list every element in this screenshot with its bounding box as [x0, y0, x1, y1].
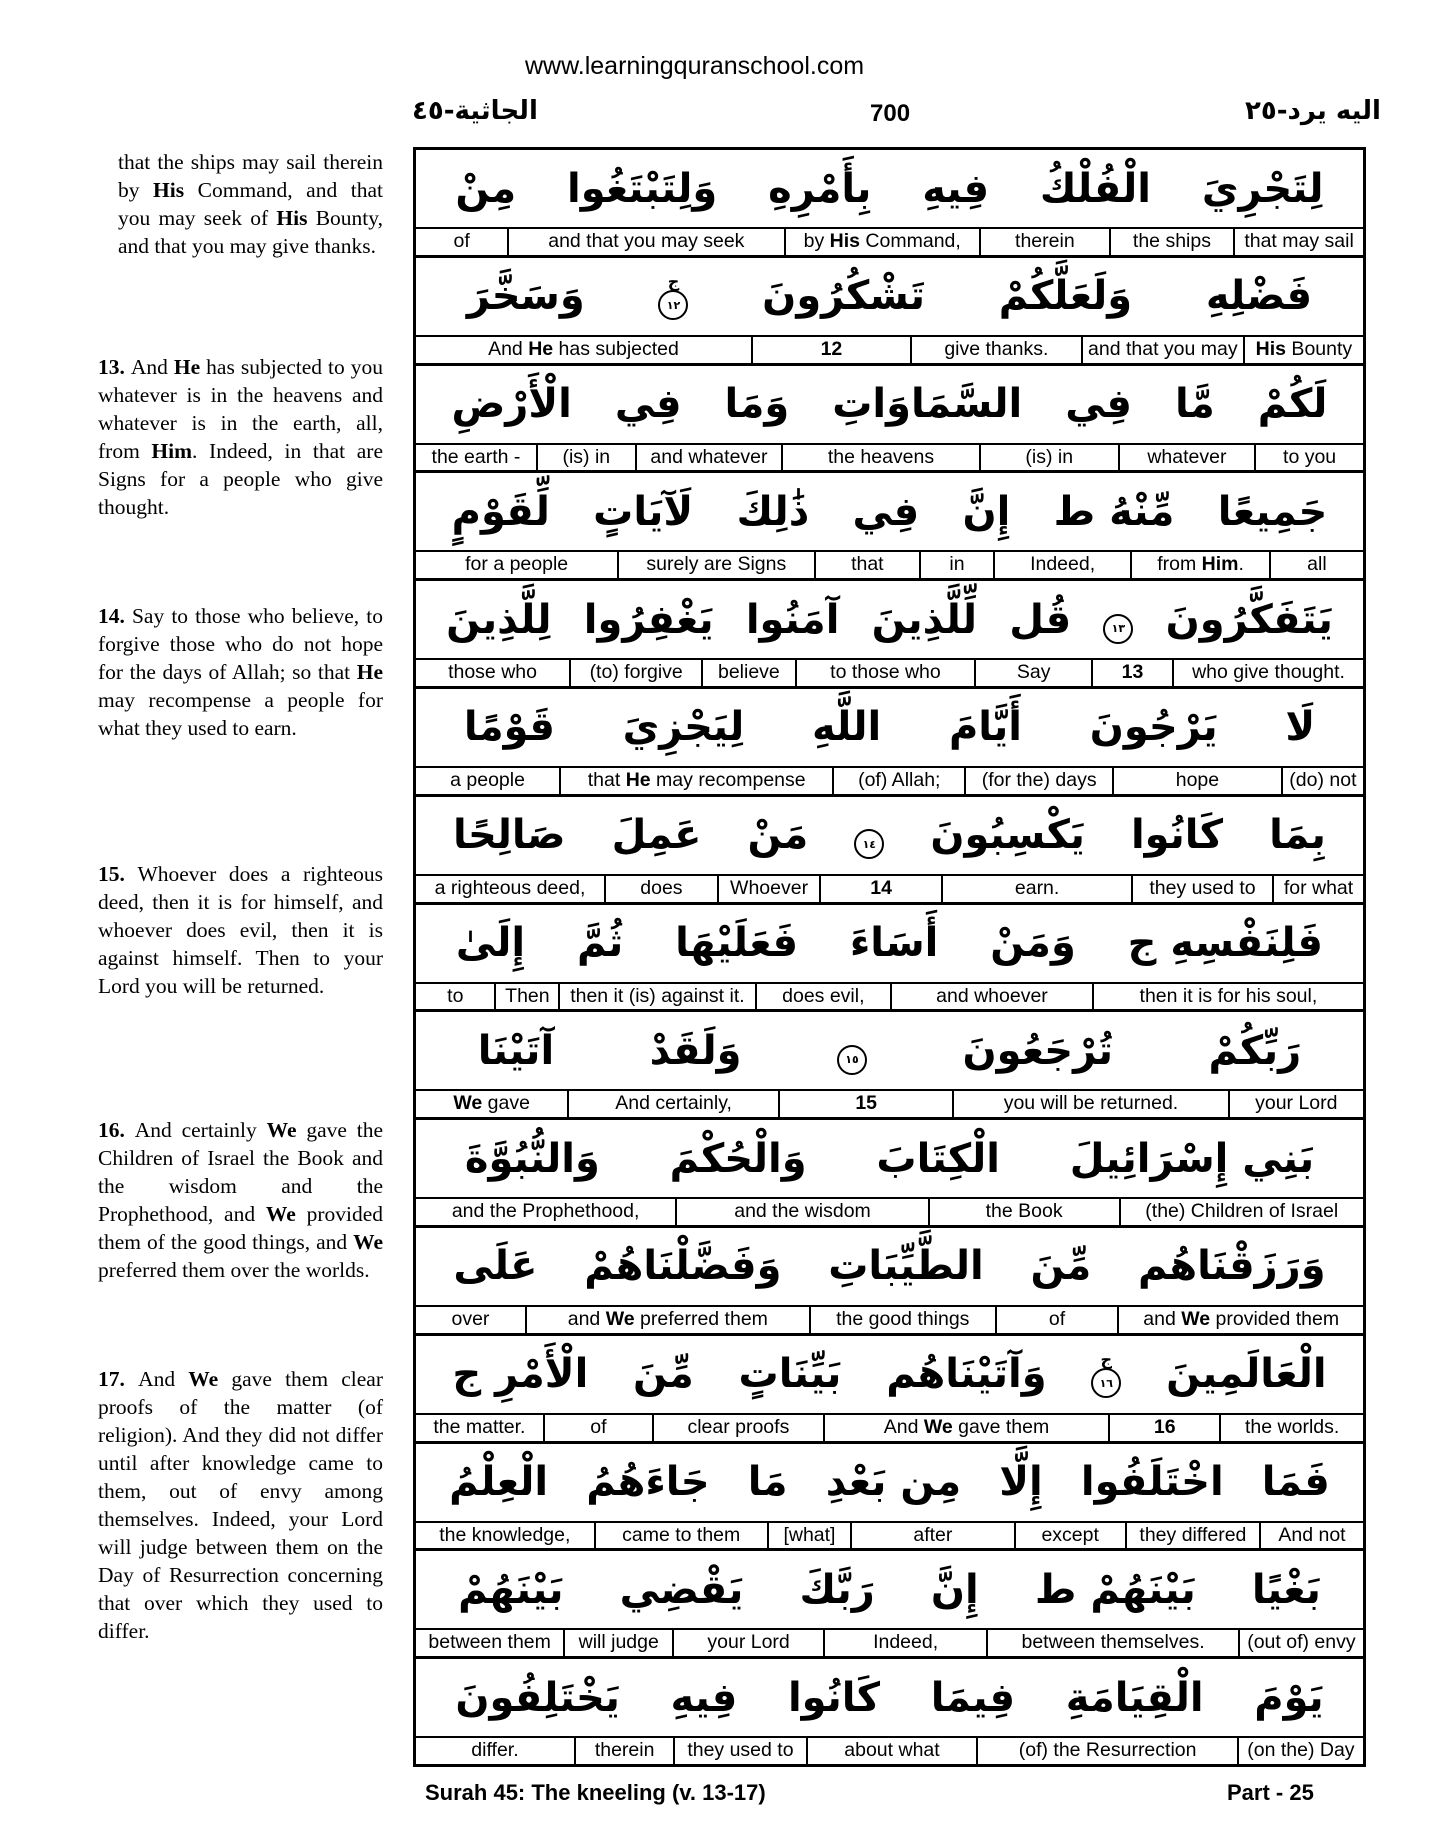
arabic-word: لِلَّذِينَ	[446, 596, 552, 643]
translation-cell: the knowledge,	[439, 1523, 571, 1546]
arabic-word: فِيهِ	[922, 165, 990, 212]
pause-mark: ج	[1100, 1350, 1113, 1370]
arabic-word: عَمِلَ	[611, 812, 702, 859]
translation-cell: for a people	[465, 553, 569, 576]
verse-number: 16.	[98, 1118, 135, 1142]
verse-text: And We gave them clear proofs of the matter (of religion). And they did not differ until after knowledge came to them, out of envy among themselves. Indeed, your Lord will judge between them on the Day of Resurrection concerning that over which they used to differ.	[98, 1367, 384, 1643]
arabic-word: لَا	[1285, 704, 1316, 751]
verse-number: 13.	[98, 355, 131, 379]
verse-15	[98, 860, 383, 1000]
verse-text: And certainly We gave the Children of Israel the Book and the wisdom and the Prophethood, and We provided them of the good things, and We preferred them over the worlds.	[98, 1118, 383, 1282]
arabic-word: مِّنَ	[1030, 1243, 1092, 1290]
grid-line	[416, 366, 1363, 474]
verse-text: that the ships may sail therein by His Command, and that you may seek of His Bounty, and that you may give thanks.	[118, 150, 383, 258]
translation-cells	[416, 1415, 1363, 1444]
arabic-word: مِّنَ	[633, 1351, 694, 1398]
page-number: 700	[870, 100, 911, 127]
translation-cell: hope	[1112, 768, 1281, 794]
arabic-word: لَكُمْ	[1257, 381, 1328, 428]
translation-cell: between them	[428, 1631, 551, 1654]
translation-cells	[416, 1307, 1363, 1336]
translation-cell: from Him.	[1130, 552, 1269, 578]
arabic-word: قَوْمًا	[463, 704, 555, 751]
translation-cell: 15	[778, 1091, 952, 1117]
verse-number: 15.	[98, 862, 138, 886]
arabic-word: عَلَى	[453, 1243, 538, 1290]
verse-12-cont	[118, 148, 383, 260]
translation-cell: surely are Signs	[617, 552, 813, 578]
surah-name-arabic: الجاثية-٤٥	[412, 96, 538, 126]
translation-cell: differ.	[471, 1739, 519, 1762]
translation-cells	[416, 876, 1363, 905]
arabic-word: رَبَّكَ	[799, 1566, 875, 1613]
translation-cell: Say	[974, 660, 1091, 686]
arabic-word: مِنْ	[455, 165, 517, 212]
arabic-word: آتَيْنَا	[477, 1027, 555, 1074]
arabic-word: الْكِتَابَ	[876, 1135, 1000, 1182]
translation-cell: Indeed,	[823, 1630, 986, 1656]
translation-cell: who give thought.	[1172, 660, 1363, 686]
translation-cell: (do) not	[1281, 768, 1363, 794]
translation-cells	[416, 768, 1363, 797]
translation-cell: earn.	[941, 876, 1131, 902]
arabic-word: مِن بَعْدِ	[825, 1459, 962, 1506]
arabic-word: يَتَفَكَّرُونَ	[1165, 596, 1333, 643]
arabic-word: لِّقَوْمٍ	[451, 488, 550, 535]
arabic-word: يَكْسِبُونَ	[930, 812, 1085, 859]
translation-cell: the good things	[809, 1307, 995, 1333]
verse-end-marker	[854, 811, 884, 859]
arabic-word: بَيِّنَاتٍ	[738, 1351, 842, 1398]
translation-cell: give thanks.	[910, 337, 1081, 363]
translation-cell: those who	[448, 661, 537, 684]
arabic-word: الْقِيَامَةِ	[1065, 1674, 1204, 1721]
verse-number-circle-icon: ١٢	[658, 290, 688, 320]
arabic-words	[416, 1444, 1363, 1523]
translation-cells	[416, 1523, 1363, 1552]
grid-line	[416, 150, 1363, 258]
arabic-words	[416, 1120, 1363, 1199]
grid-line	[416, 1012, 1363, 1120]
arabic-word: يَغْفِرُوا	[583, 596, 714, 643]
translation-cell: your Lord	[672, 1630, 823, 1656]
translation-cell: except	[1014, 1523, 1125, 1549]
arabic-word: وَفَضَّلْنَاهُمْ	[584, 1243, 782, 1290]
translation-cell: believe	[701, 660, 794, 686]
verse-text: And He has subjected to you whatever is in the heavens and whatever is in the earth, all, from Him. Indeed, in that are Signs for a people who give thought.	[98, 355, 384, 519]
grid-line	[416, 1659, 1363, 1767]
translation-cell: in	[919, 552, 993, 578]
translation-cell: a people	[450, 768, 525, 791]
arabic-word: فَمَا	[1261, 1459, 1330, 1506]
arabic-word: فِي	[852, 488, 920, 535]
translation-cells	[416, 660, 1363, 689]
arabic-word: مِّنْهُ ط	[1053, 488, 1175, 535]
arabic-words	[416, 1659, 1363, 1738]
arabic-word: أَسَاءَ	[849, 920, 939, 967]
arabic-word: الْعَالَمِينَ	[1166, 1351, 1327, 1398]
arabic-word: لِّلَّذِينَ	[871, 596, 978, 643]
arabic-word: وَمَا	[724, 381, 790, 428]
translation-cell: between themselves.	[986, 1630, 1238, 1656]
arabic-words	[416, 150, 1363, 229]
verse-text: Whoever does a righteous deed, then it is for himself, and whoever does evil, then it is against himself. Then to your Lord you will be returned.	[98, 862, 383, 998]
arabic-word: كَانُوا	[1130, 812, 1224, 859]
translation-cell: 14	[819, 876, 941, 902]
arabic-word: يَقْضِي	[619, 1566, 744, 1613]
arabic-word: وَسَخَّرَ	[466, 273, 585, 320]
arabic-words	[416, 1336, 1363, 1415]
translation-cell: that	[814, 552, 920, 578]
translation-cell: does	[604, 876, 717, 902]
verse-number-circle-icon: ١٥	[837, 1045, 867, 1075]
arabic-word: الْأَمْرِ ج	[452, 1351, 589, 1398]
translation-cell: We gave	[453, 1092, 530, 1115]
translation-cell: His Bounty	[1243, 337, 1363, 363]
arabic-word: وَرَزَقْنَاهُم	[1138, 1243, 1326, 1290]
translation-cell: (on the) Day	[1237, 1738, 1363, 1767]
arabic-words	[416, 581, 1363, 660]
translation-cell: of	[453, 230, 470, 252]
arabic-word: السَّمَاوَاتِ	[832, 381, 1023, 428]
arabic-words	[416, 905, 1363, 984]
translation-cell: 13	[1091, 660, 1172, 686]
arabic-word: بَيْنَهُمْ	[458, 1566, 564, 1613]
arabic-word: بَنِي إِسْرَائِيلَ	[1069, 1135, 1315, 1182]
translation-cell: the heavens	[781, 445, 979, 471]
translation-cell: and the wisdom	[675, 1199, 927, 1225]
translation-cell: about what	[806, 1738, 977, 1767]
translation-cell: the Book	[928, 1199, 1119, 1225]
translation-cell: the worlds.	[1219, 1415, 1363, 1441]
arabic-word: إِلَىٰ	[455, 920, 526, 967]
translation-cell: to	[447, 984, 464, 1007]
arabic-words	[416, 366, 1363, 445]
part-footer: Part - 25	[1227, 1780, 1314, 1805]
arabic-word: آمَنُوا	[745, 596, 840, 643]
arabic-word: يَخْتَلِفُونَ	[455, 1674, 620, 1721]
arabic-word: رَبِّكُمْ	[1208, 1027, 1302, 1074]
translation-cell: (for the) days	[964, 768, 1112, 794]
translation-cell: clear proofs	[652, 1415, 823, 1441]
verse-number: 17.	[98, 1367, 139, 1391]
arabic-word: اخْتَلَفُوا	[1080, 1459, 1224, 1506]
grid-line	[416, 1444, 1363, 1552]
translation-cell: therein	[979, 229, 1109, 255]
part-name-arabic: اليه يرد-٢٥	[1245, 96, 1381, 126]
arabic-word: وَالْحُكْمَ	[669, 1135, 807, 1182]
translation-cell: 12	[751, 337, 910, 363]
arabic-words	[416, 1228, 1363, 1307]
grid-line	[416, 1551, 1363, 1659]
arabic-word: قُل	[1009, 596, 1072, 643]
arabic-word: لَآيَاتٍ	[593, 488, 694, 535]
verse-16	[98, 1116, 383, 1284]
grid-line	[416, 581, 1363, 689]
website-url[interactable]: www.learningquranschool.com	[525, 52, 865, 80]
translation-cell: by His Command,	[784, 229, 979, 255]
verse-14	[98, 602, 383, 742]
arabic-word: بِأَمْرِهِ	[768, 165, 872, 212]
verse-end-marker	[658, 272, 688, 320]
arabic-word: إِلَّا	[999, 1459, 1043, 1506]
translation-cell: for what	[1272, 876, 1363, 902]
translation-cells	[416, 1199, 1363, 1228]
translation-cells	[416, 984, 1363, 1013]
translation-cell: to you	[1254, 445, 1363, 471]
verse-number: 14.	[98, 604, 132, 628]
arabic-word: لِتَجْرِيَ	[1201, 165, 1324, 212]
translation-cell: And not	[1259, 1523, 1363, 1549]
grid-line	[416, 258, 1363, 366]
translation-cells	[416, 1738, 1363, 1767]
translation-cell: the ships	[1109, 229, 1233, 255]
arabic-word: صَالِحًا	[453, 812, 566, 859]
translation-cell: therein	[574, 1738, 673, 1767]
arabic-word: يَرْجُونَ	[1089, 704, 1218, 751]
translation-cells	[416, 1630, 1363, 1659]
verse-17	[98, 1365, 383, 1645]
arabic-word: وَلَعَلَّكُمْ	[998, 273, 1133, 320]
translation-cell: And certainly,	[567, 1091, 778, 1117]
grid-line	[416, 1228, 1363, 1336]
translation-cell: and We provided them	[1117, 1307, 1363, 1333]
arabic-word: مَّا	[1174, 381, 1215, 428]
arabic-word: فِيهِ	[670, 1674, 738, 1721]
arabic-word: الْعِلْمُ	[449, 1459, 549, 1506]
translation-cell: and the Prophethood,	[451, 1200, 640, 1223]
translation-cell: and We preferred them	[525, 1307, 809, 1333]
translation-cell: that He may recompense	[559, 768, 832, 794]
translation-cells	[416, 1091, 1363, 1120]
word-by-word-grid	[413, 147, 1366, 1767]
translation-cell: (to) forgive	[569, 660, 701, 686]
arabic-word: مَنْ	[747, 812, 809, 859]
translation-cell: [what]	[767, 1523, 851, 1549]
grid-line	[416, 905, 1363, 1013]
translation-cell: they differed	[1125, 1523, 1259, 1549]
translation-cell: (of) the Resurrection	[976, 1738, 1236, 1767]
translation-cell: 16	[1108, 1415, 1219, 1441]
arabic-word: الطَّيِّبَاتِ	[828, 1243, 984, 1290]
arabic-word: مَا	[747, 1459, 788, 1506]
translation-cell: And We gave them	[823, 1415, 1108, 1441]
arabic-words	[416, 797, 1363, 876]
translation-cell: a righteous deed,	[434, 876, 586, 899]
verse-number-circle-icon: ١٦	[1091, 1368, 1121, 1398]
verse-13	[98, 353, 383, 521]
translation-cell: And He has subjected	[488, 337, 679, 360]
arabic-word: بِمَا	[1269, 812, 1326, 859]
verse-end-marker	[1091, 1350, 1121, 1398]
arabic-word: وَلِتَبْتَغُوا	[567, 165, 718, 212]
arabic-word: وَمَنْ	[990, 920, 1076, 967]
translation-cell: Indeed,	[993, 552, 1130, 578]
translation-cell: will judge	[563, 1630, 672, 1656]
translation-cell: does evil,	[755, 984, 891, 1010]
translation-cell: that may sail	[1233, 229, 1363, 255]
arabic-word: فِي	[1065, 381, 1132, 428]
arabic-word: وَآتَيْنَاهُم	[886, 1351, 1047, 1398]
translation-cell: and that you may	[1081, 337, 1243, 363]
arabic-word: وَلَقَدْ	[649, 1027, 742, 1074]
arabic-words	[416, 1012, 1363, 1091]
arabic-word: تُرْجَعُونَ	[962, 1027, 1114, 1074]
arabic-word: فِيمَا	[930, 1674, 1016, 1721]
translation-cell: you will be returned.	[952, 1091, 1227, 1117]
arabic-words	[416, 258, 1363, 337]
grid-line	[416, 797, 1363, 905]
arabic-word: ثُمَّ	[576, 920, 624, 967]
arabic-word: اللَّهِ	[811, 704, 882, 751]
surah-title-footer: Surah 45: The kneeling (v. 13-17)	[425, 1780, 766, 1805]
translation-cells	[416, 445, 1363, 474]
pause-mark: ج	[667, 272, 680, 292]
translation-cell: of	[543, 1415, 652, 1441]
grid-line	[416, 689, 1363, 797]
translation-cell: and whoever	[890, 984, 1092, 1010]
arabic-word: بَغْيًا	[1251, 1566, 1321, 1613]
arabic-word: تَشْكُرُونَ	[762, 273, 926, 320]
arabic-word: لِيَجْزِيَ	[622, 704, 745, 751]
translation-cell: then it (is) against it.	[558, 984, 754, 1010]
verse-end-marker	[1103, 596, 1133, 644]
translation-cell: (the) Children of Israel	[1119, 1199, 1364, 1225]
translation-cell: they used to	[673, 1738, 805, 1767]
verse-text: Say to those who believe, to forgive those who do not hope for the days of Allah; so that He may recompense a people for what they used to earn.	[98, 604, 383, 740]
translation-cell: came to them	[594, 1523, 767, 1549]
translation-cell: then it is for his soul,	[1092, 984, 1363, 1010]
arabic-words	[416, 1551, 1363, 1630]
translation-cell: whatever	[1118, 445, 1255, 471]
arabic-word: بَيْنَهُمْ ط	[1034, 1566, 1196, 1613]
arabic-word: جَاءَهُمُ	[586, 1459, 710, 1506]
translation-cell: to those who	[795, 660, 975, 686]
translation-cell: (out of) envy	[1238, 1630, 1363, 1656]
arabic-word: إِنَّ	[962, 488, 1011, 535]
translation-cell: and whatever	[635, 445, 782, 471]
verse-end-marker	[837, 1027, 867, 1075]
translation-cell: Whoever	[717, 876, 819, 902]
translation-cells	[416, 229, 1363, 258]
arabic-word: أَيَّامَ	[948, 704, 1023, 751]
verse-number-circle-icon: ١٤	[854, 829, 884, 859]
translation-cell: they used to	[1131, 876, 1272, 902]
arabic-words	[416, 473, 1363, 552]
translation-cell: over	[451, 1307, 490, 1330]
arabic-word: يَوْمَ	[1254, 1674, 1324, 1721]
translation-cell: (is) in	[979, 445, 1118, 471]
arabic-word: الْفُلْكُ	[1039, 165, 1151, 212]
arabic-word: فَلِنَفْسِهِ ج	[1127, 920, 1323, 967]
translation-cells	[416, 337, 1363, 366]
arabic-word: إِنَّ	[930, 1566, 979, 1613]
translation-cell: all	[1269, 552, 1363, 578]
translation-cell: the matter.	[433, 1415, 526, 1438]
grid-line	[416, 1336, 1363, 1444]
translation-cell: of	[995, 1307, 1118, 1333]
arabic-word: الْأَرْضِ	[451, 381, 572, 428]
arabic-word: فَعَلَيْهَا	[675, 920, 799, 967]
arabic-word: وَالنُّبُوَّةَ	[464, 1135, 600, 1182]
translation-cell: (is) in	[536, 445, 635, 471]
translation-cell: after	[850, 1523, 1013, 1549]
arabic-word: ذَٰلِكَ	[736, 488, 810, 535]
arabic-word: فِي	[614, 381, 682, 428]
verse-number-circle-icon: ١٣	[1103, 614, 1133, 644]
arabic-word: جَمِيعًا	[1217, 488, 1328, 535]
grid-line	[416, 473, 1363, 581]
grid-line	[416, 1120, 1363, 1228]
translation-cell: and that you may seek	[507, 229, 783, 255]
translation-cell: your Lord	[1228, 1091, 1363, 1117]
arabic-word: كَانُوا	[787, 1674, 881, 1721]
translation-cell: Then	[494, 984, 558, 1010]
translation-cells	[416, 552, 1363, 581]
arabic-word: فَضْلِهِ	[1205, 273, 1313, 320]
translation-cell: the earth -	[431, 445, 521, 468]
translation-cell: (of) Allah;	[832, 768, 964, 794]
arabic-words	[416, 689, 1363, 768]
